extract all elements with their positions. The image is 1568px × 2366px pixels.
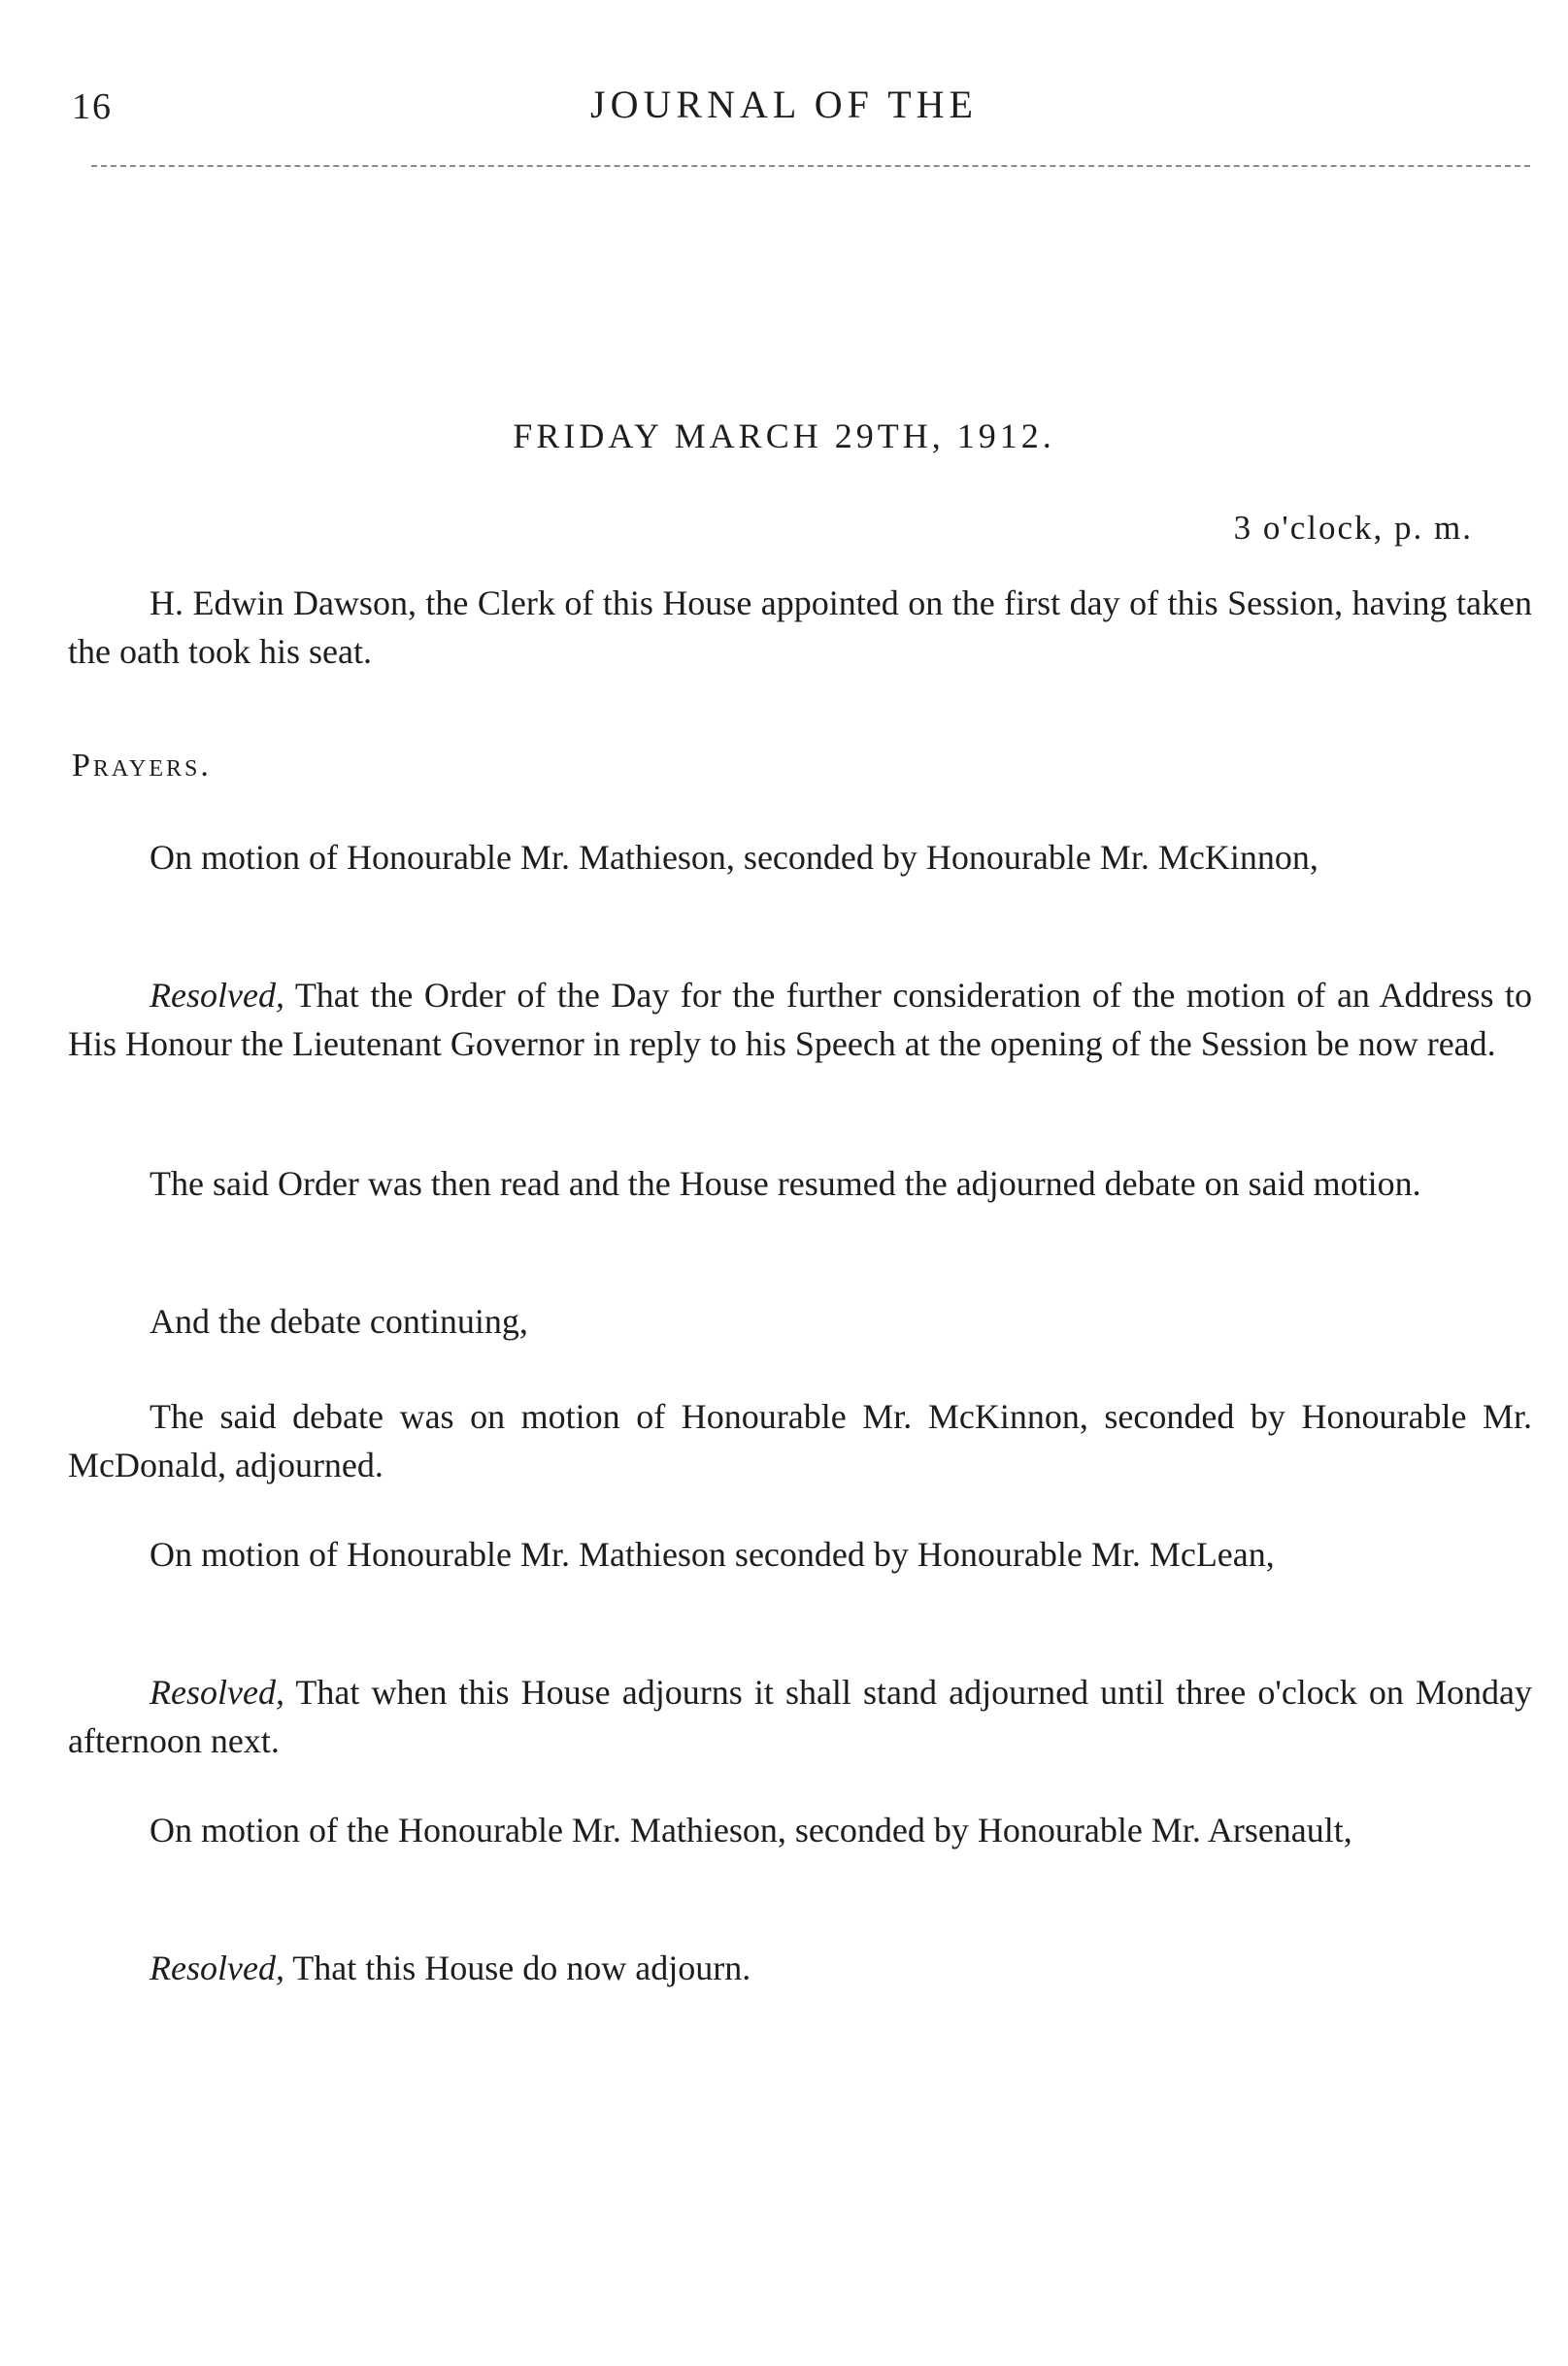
header-rule <box>91 165 1530 167</box>
paragraph-resolved-2 <box>68 1668 1532 1765</box>
paragraph-motion-3 <box>68 1806 1532 1854</box>
page-number: 16 <box>72 86 113 127</box>
date-heading: FRIDAY MARCH 29TH, 1912. <box>513 417 1055 455</box>
paragraph-text: On motion of Honourable Mr. Mathieson, seconded by Honourable Mr. McKinnon, <box>150 838 1318 877</box>
paragraph-debate-adjourned <box>68 1392 1532 1489</box>
paragraph-text: The said Order was then read and the House resumed the adjourned debate on said motion. <box>150 1164 1421 1203</box>
paragraph-text: On motion of Honourable Mr. Mathieson seconded by Honourable Mr. McLean, <box>150 1535 1275 1574</box>
running-head: JOURNAL OF THE <box>590 83 978 126</box>
paragraph-text: That when this House adjourns it shall stand adjourned until three o'clock on Monday afternoon next. <box>68 1673 1532 1760</box>
paragraph-resolved-3 <box>68 1944 1532 1992</box>
time-line: 3 o'clock, p. m. <box>1233 509 1473 547</box>
paragraph-text: That this House do now adjourn. <box>284 1949 751 1987</box>
resolved-label: Resolved, <box>150 1949 284 1987</box>
paragraph-motion-1 <box>68 833 1532 882</box>
paragraph-clerk-oath <box>68 579 1532 676</box>
paragraph-text: H. Edwin Dawson, the Clerk of this House appointed on the first day of this Session, having taken the oath took his seat. <box>68 583 1532 671</box>
paragraph-order-read <box>68 1159 1532 1208</box>
paragraph-text: The said debate was on motion of Honourable Mr. McKinnon, seconded by Honourable Mr. McDonald, adjourned. <box>68 1397 1532 1484</box>
paragraph-text: And the debate continuing, <box>150 1302 528 1341</box>
paragraph-text: On motion of the Honourable Mr. Mathieson, seconded by Honourable Mr. Arsenault, <box>150 1811 1352 1849</box>
prayers-heading: Prayers. <box>72 748 212 783</box>
paragraph-text: That the Order of the Day for the further consideration of the motion of an Address to His Honour the Lieutenant Governor in reply to his Speech at the opening of the Session be now read. <box>68 976 1532 1063</box>
resolved-label: Resolved, <box>150 1673 284 1712</box>
paragraph-resolved-1 <box>68 971 1532 1068</box>
resolved-label: Resolved, <box>150 976 284 1015</box>
paragraph-motion-2 <box>68 1530 1532 1579</box>
paragraph-debate-continuing <box>68 1297 1532 1346</box>
